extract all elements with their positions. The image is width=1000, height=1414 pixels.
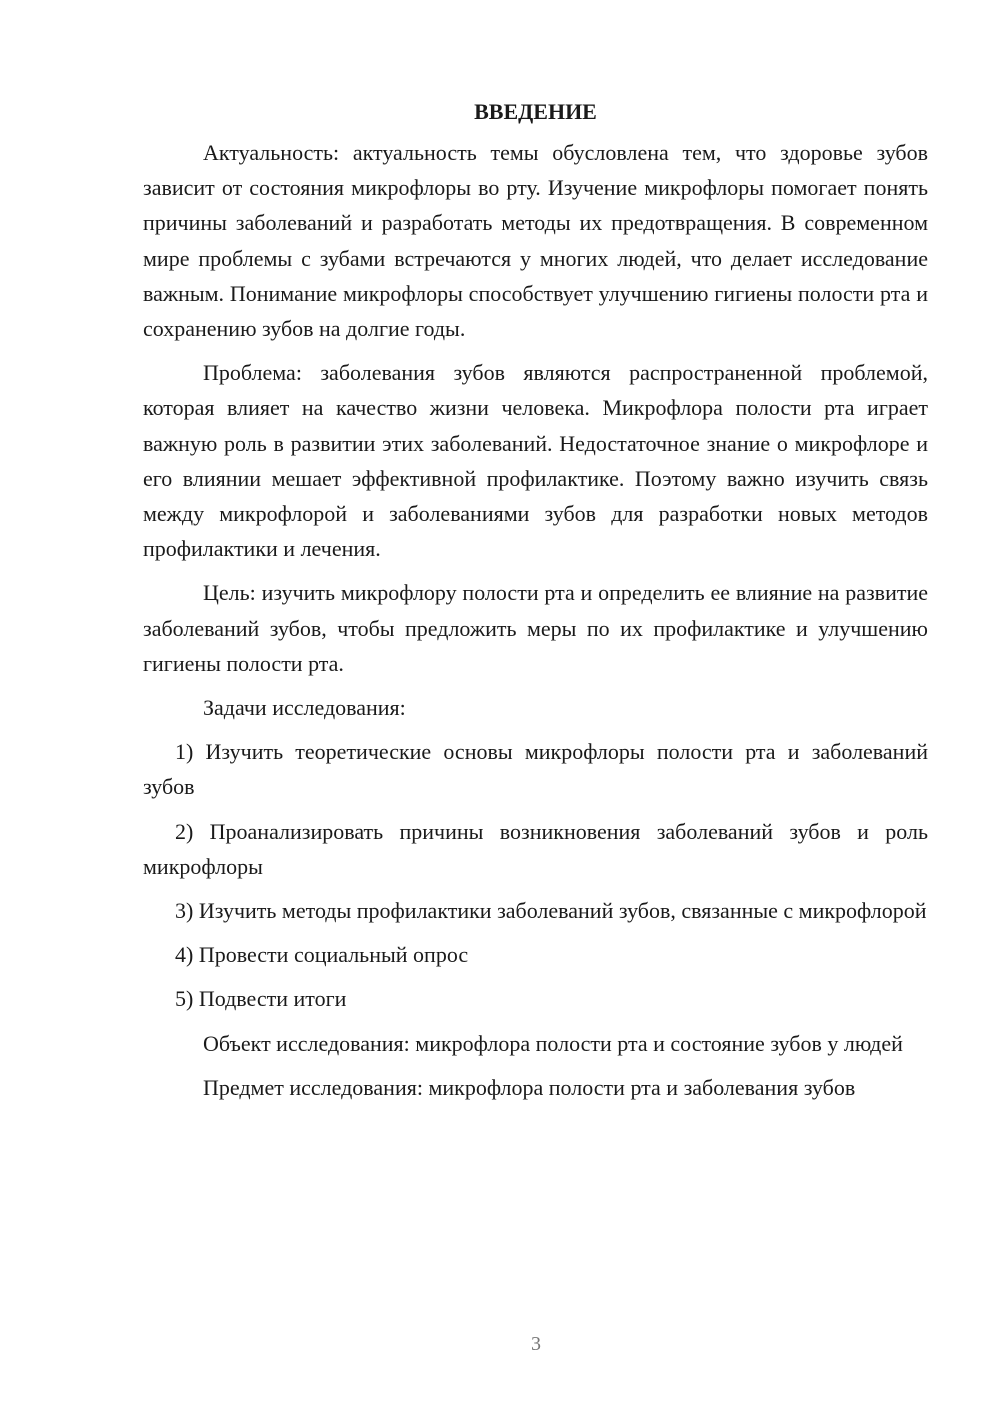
task-item-5: 5) Подвести итоги xyxy=(175,986,347,1012)
paragraph-relevance: Актуальность: актуальность темы обусловлена тем, что здоровье зубов зависит от состояния микрофлоры во рту. Изучение микрофлоры помогает понять причины заболеваний и разработать методы их предотвращения. В современном мире проблемы с зубами встречаются у многих людей, что делает исследование важным. Понимание микрофлоры способствует улучшению гигиены полости рта и сохранению зубов на долгие годы. xyxy=(143,140,928,342)
task-item-1: 1) Изучить теоретические основы микрофлоры полости рта и заболеваний зубов xyxy=(143,739,928,800)
paragraph-goal: Цель: изучить микрофлору полости рта и определить ее влияние на развитие заболеваний зубов, чтобы предложить меры по их профилактике и улучшению гигиены полости рта. xyxy=(143,580,928,676)
paragraph-subject: Предмет исследования: микрофлора полости рта и заболевания зубов xyxy=(203,1074,856,1100)
section-title: ВВЕДЕНИЕ xyxy=(474,99,597,124)
paragraph-object: Объект исследования: микрофлора полости рта и состояние зубов у людей xyxy=(203,1030,903,1056)
page-number: 3 xyxy=(531,1333,541,1355)
paragraph-problem: Проблема: заболевания зубов являются распространенной проблемой, которая влияет на качество жизни человека. Микрофлора полости рта играет важную роль в развитии этих заболеваний. Недостаточное знание о микрофлоре и его влиянии мешает эффективной профилактике. Поэтому важно изучить связь между микрофлорой и заболеваниями зубов для разработки новых методов профилактики и лечения. xyxy=(143,360,928,562)
task-item-3: 3) Изучить методы профилактики заболеваний зубов, связанные с микрофлорой xyxy=(175,898,927,924)
task-item-4: 4) Провести социальный опрос xyxy=(175,942,469,968)
paragraph-tasks-heading: Задачи исследования: xyxy=(203,695,406,721)
page-content xyxy=(143,96,928,1114)
task-item-2: 2) Проанализировать причины возникновения заболеваний зубов и роль микрофлоры xyxy=(143,818,928,879)
